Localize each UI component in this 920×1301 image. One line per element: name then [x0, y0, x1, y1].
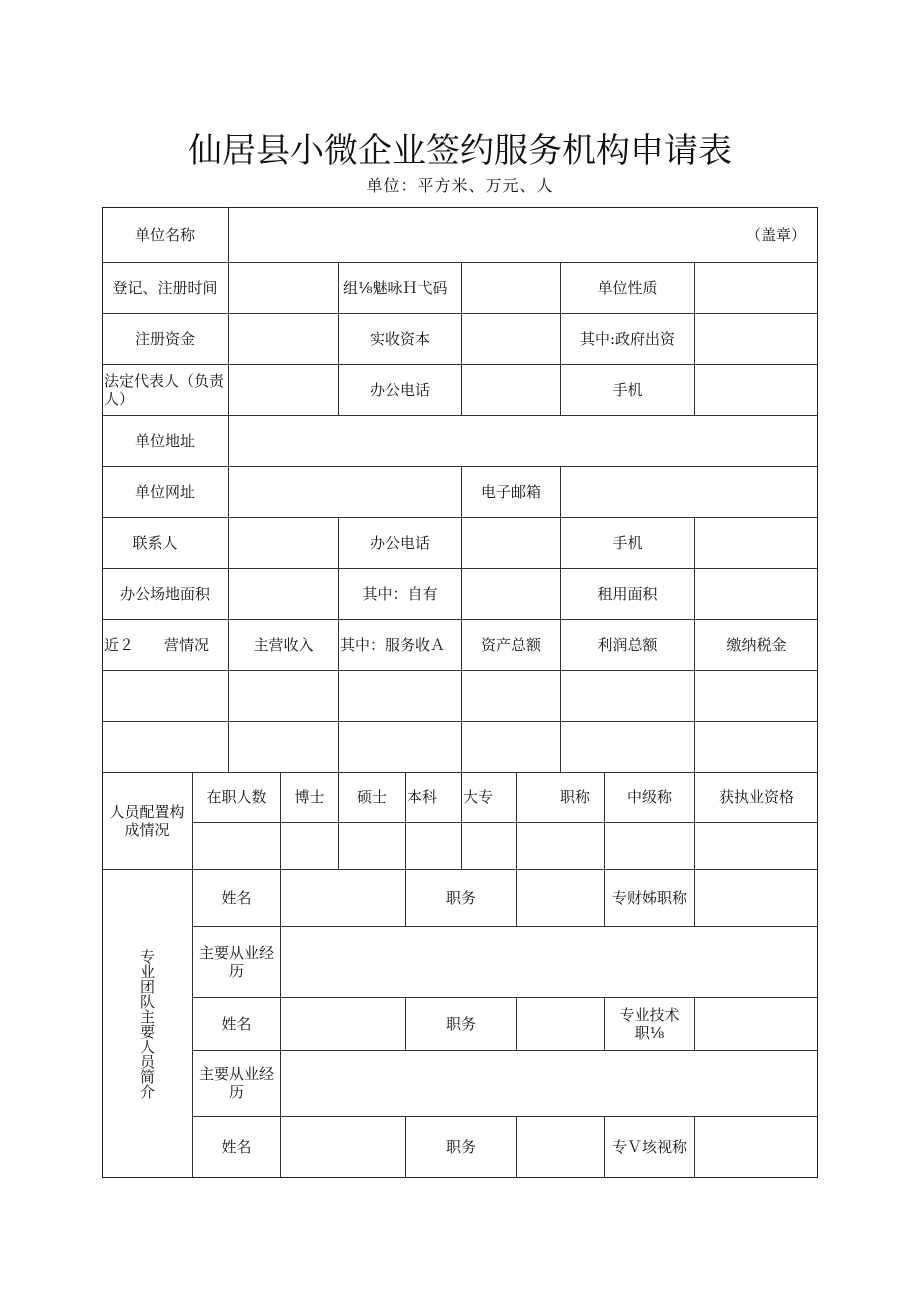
year-1-profit-cell[interactable] — [561, 670, 694, 721]
member-2-title-field[interactable] — [695, 997, 818, 1050]
legal-rep-label: 法定代表人（负责人） — [104, 371, 225, 408]
rent-area-label: 租用面积 — [597, 584, 658, 603]
member-3-name-label: 姓名 — [221, 1138, 252, 1156]
own-area-label: 其中：自有 — [362, 584, 438, 603]
member-1-exp-label: 主要从业经历 — [199, 943, 275, 980]
mobile-label: 手机 — [612, 380, 643, 399]
unit-name-field[interactable] — [229, 207, 818, 262]
form-title: 仙居县小微企业签约服务机构申请表 — [188, 131, 732, 171]
gov-invest-field[interactable] — [695, 313, 818, 364]
year-2-cell[interactable] — [102, 721, 228, 772]
address-label: 单位地址 — [134, 431, 195, 450]
member-3-title-field[interactable] — [695, 1116, 818, 1178]
member-3-name-field[interactable] — [281, 1116, 405, 1178]
office-area-label: 办公场地面积 — [119, 584, 210, 603]
mid-title-cell[interactable] — [605, 823, 694, 869]
member-2-post-field[interactable] — [517, 997, 604, 1050]
member-1-post-label: 职务 — [445, 888, 476, 907]
member-2-name-label: 姓名 — [221, 1014, 252, 1033]
mobile-field[interactable] — [695, 364, 818, 415]
college-header: 大专 — [463, 788, 494, 806]
member-2-exp-field[interactable] — [281, 1050, 818, 1116]
address-field[interactable] — [229, 415, 818, 466]
member-1-title-field[interactable] — [695, 869, 818, 926]
paid-capital-field[interactable] — [462, 313, 560, 364]
phd-cell[interactable] — [281, 823, 338, 869]
member-1-name-field[interactable] — [281, 869, 405, 926]
contact-mobile-field[interactable] — [695, 517, 818, 568]
member-1-name-label: 姓名 — [221, 888, 252, 907]
service-income-header: 其中：服务收Ａ — [340, 635, 446, 654]
main-income-header: 主营收入 — [253, 635, 314, 654]
reg-capital-label: 注册资金 — [134, 329, 195, 348]
employees-header: 在职人数 — [206, 788, 267, 806]
contact-mobile-label: 手机 — [612, 533, 643, 552]
unit-nature-label: 单位性质 — [597, 278, 658, 297]
member-3-post-label: 职务 — [445, 1138, 476, 1156]
year-2-tax-cell[interactable] — [695, 721, 818, 772]
unit-nature-field[interactable] — [695, 262, 818, 313]
contact-field[interactable] — [229, 517, 338, 568]
member-2-title-label: 专业技术职⅛ — [619, 1005, 680, 1042]
phd-header: 博士 — [294, 788, 325, 806]
website-field[interactable] — [229, 466, 461, 517]
member-1-exp-field[interactable] — [281, 926, 818, 997]
member-3-title-label: 专Ｖ垓视称 — [611, 1138, 687, 1156]
staff-config-label: 人员配置构成情况 — [109, 802, 185, 839]
reg-capital-field[interactable] — [229, 313, 338, 364]
title-header: 职称 — [559, 788, 590, 806]
year-1-service-income-cell[interactable] — [339, 670, 461, 721]
member-2-exp-label: 主要从业经历 — [199, 1065, 275, 1101]
legal-rep-field[interactable] — [229, 364, 338, 415]
year-1-main-income-cell[interactable] — [229, 670, 338, 721]
gov-invest-label: 其中:政府出资 — [579, 329, 676, 348]
tax-paid-header: 缴纳税金 — [726, 635, 787, 654]
bachelor-header: 本科 — [407, 788, 438, 806]
bachelor-cell[interactable] — [406, 823, 461, 869]
recent-business-label: 近２ 营情况 — [104, 635, 210, 654]
year-2-service-income-cell[interactable] — [339, 721, 461, 772]
year-2-main-income-cell[interactable] — [229, 721, 338, 772]
master-cell[interactable] — [339, 823, 405, 869]
member-2-post-label: 职务 — [445, 1014, 476, 1033]
year-1-assets-cell[interactable] — [462, 670, 560, 721]
website-label: 单位网址 — [134, 482, 195, 501]
email-field[interactable] — [561, 466, 818, 517]
email-label: 电子邮箱 — [480, 482, 541, 501]
office-area-field[interactable] — [229, 568, 338, 619]
contact-label: 联系人 — [132, 533, 178, 552]
member-1-post-field[interactable] — [517, 869, 604, 926]
org-code-field[interactable] — [462, 262, 560, 313]
mid-title-header: 中级称 — [626, 788, 672, 806]
unit-note: 单位：平方米、万元、人 — [366, 176, 554, 195]
total-assets-header: 资产总额 — [480, 635, 541, 654]
unit-name-label: 单位名称 — [134, 225, 195, 244]
reg-time-field[interactable] — [229, 262, 338, 313]
member-3-post-field[interactable] — [517, 1116, 604, 1178]
member-1-title-label: 专财姊职称 — [611, 888, 687, 907]
year-2-profit-cell[interactable] — [561, 721, 694, 772]
own-area-field[interactable] — [462, 568, 560, 619]
team-intro-label: 专业团队主要人员简介 — [138, 948, 156, 1099]
licensed-cell[interactable] — [695, 823, 818, 869]
total-profit-header: 利润总额 — [597, 635, 658, 654]
seal-note: （盖章） — [745, 225, 806, 244]
contact-office-phone-label: 办公电话 — [369, 533, 430, 552]
year-1-cell[interactable] — [102, 670, 228, 721]
college-cell[interactable] — [462, 823, 516, 869]
master-header: 硕士 — [356, 788, 387, 806]
office-phone-field[interactable] — [462, 364, 560, 415]
office-phone-label: 办公电话 — [369, 380, 430, 399]
member-2-name-field[interactable] — [281, 997, 405, 1050]
reg-time-label: 登记、注册时间 — [112, 278, 218, 297]
employees-cell[interactable] — [193, 823, 280, 869]
title-cell[interactable] — [517, 823, 604, 869]
licensed-header: 获执业资格 — [718, 788, 794, 806]
year-2-assets-cell[interactable] — [462, 721, 560, 772]
rent-area-field[interactable] — [695, 568, 818, 619]
contact-office-phone-field[interactable] — [462, 517, 560, 568]
paid-capital-label: 实收资本 — [369, 329, 430, 348]
org-code-label: 组⅛魅咏Ｈ弋码 — [343, 278, 448, 297]
year-1-tax-cell[interactable] — [695, 670, 818, 721]
